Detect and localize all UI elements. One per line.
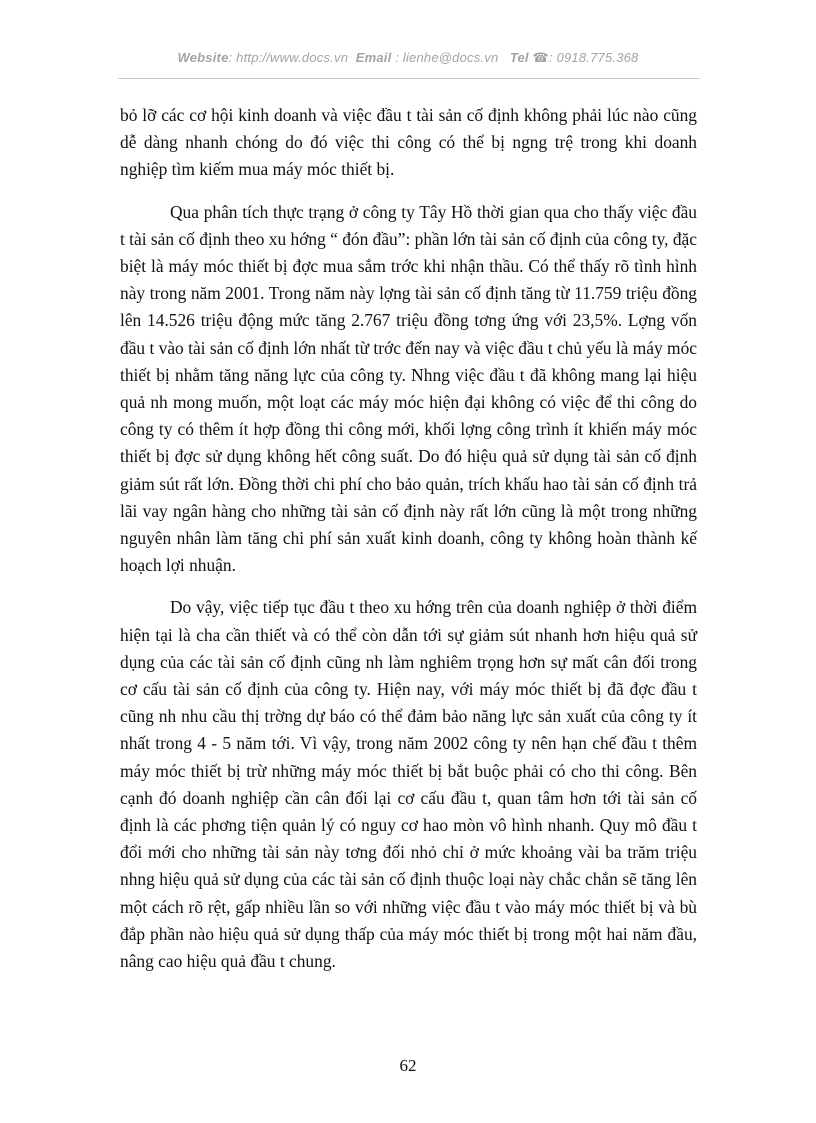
phone-icon: ☎ <box>532 50 549 65</box>
website-url[interactable]: : http://www.docs.vn <box>228 50 349 65</box>
email-address[interactable]: : lienhe@docs.vn <box>395 50 499 65</box>
header-divider <box>118 78 700 79</box>
tel-label: Tel <box>509 50 529 65</box>
paragraph-2: Qua phân tích thực trạng ở công ty Tây Hồ thời gian qua cho thấy việc đầu t tài sản cố định theo xu hớng “ đón đầu”: phần lớn tài sản cố định của công ty, đặc biệt là máy móc thiết bị đợc mua sắm trớc khi nhận thầu. Có thể thấy rõ tình hình này trong năm 2001. Trong năm này lợng tài sản cố định tăng từ 11.759 triệu đồng lên 14.526 triệu động mức tăng 2.767 triệu đồng tơng ứng với 23,5%. Lợng vốn đầu t vào tài sản cố định lớn nhất từ trớc đến nay và việc đầu t chủ yếu là máy móc thiết bị nhằm tăng năng lực của công ty. Nhng việc đầu t đã không mang lại hiệu quả nh mong muốn, một loạt các máy móc hiện đại không có việc để thi công do công ty có thêm ít hợp đồng thi công mới, khối lợng công trình ít khiến máy móc thiết bị đợc sử dụng không hết công suất. Do đó hiệu quả sử dụng tài sản cố định giảm sút rất lớn. Đồng thời chi phí cho bảo quản, trích khấu hao tài sản cố định trả lãi vay ngân hàng cho những tài sản cố định này rất lớn cũng là một trong những nguyên nhân làm tăng chi phí sản xuất kinh doanh, công ty không hoàn thành kế hoạch lợi nhuận. <box>120 201 697 576</box>
page-number: 62 <box>399 1056 417 1075</box>
paragraph-3: Do vậy, việc tiếp tục đầu t theo xu hớng trên của doanh nghiệp ở thời điểm hiện tại là cha cần thiết và có thể còn dẫn tới sự giảm sút nhanh hơn hiệu quả sử dụng của các tài sản cố định cũng nh làm nghiêm trọng hơn sự mất cân đối trong cơ cấu tài sản cố định của công ty. Hiện nay, với máy móc thiết bị đã đợc đầu t cũng nh nhu cầu thị trờng dự báo có thể đảm bảo năng lực sản xuất của công ty ít nhất trong 4 - 5 năm tới. Vì vậy, trong năm 2002 công ty nên hạn chế đầu t thêm máy móc thiết bị trừ những máy móc thiết bị bắt buộc phải có cho thi công. Bên cạnh đó doanh nghiệp cần cân đối lại cơ cấu đầu t, quan tâm hơn tới tài sản cố định là các phơng tiện quản lý có nguy cơ hao mòn vô hình nhanh. Quy mô đầu t đổi mới cho những tài sản này tơng đối nhỏ chỉ ở mức khoảng vài ba trăm triệu nhng hiệu quả sử dụng của các tài sản cố định thuộc loại này chắc chắn sẽ tăng lên một cách rõ rệt, gấp nhiều lần so với những việc đầu t vào máy móc thiết bị và bù đắp phần nào hiệu quả sử dụng thấp của máy móc thiết bị trong một hai năm đầu, nâng cao hiệu quả đầu t chung. <box>120 597 697 972</box>
page-header <box>0 50 816 66</box>
document-body <box>120 102 697 990</box>
website-label: Website <box>177 50 229 65</box>
tel-number: : 0918.775.368 <box>548 50 639 65</box>
email-label: Email <box>355 50 392 65</box>
paragraph-1: bỏ lỡ các cơ hội kinh doanh và việc đầu t tài sản cố định không phải lúc nào cũng dễ dàng nhanh chóng do đó việc thi công có thể bị ngng trệ trong khi doanh nghiệp tìm kiếm mua máy móc thiết bị. <box>120 105 697 180</box>
